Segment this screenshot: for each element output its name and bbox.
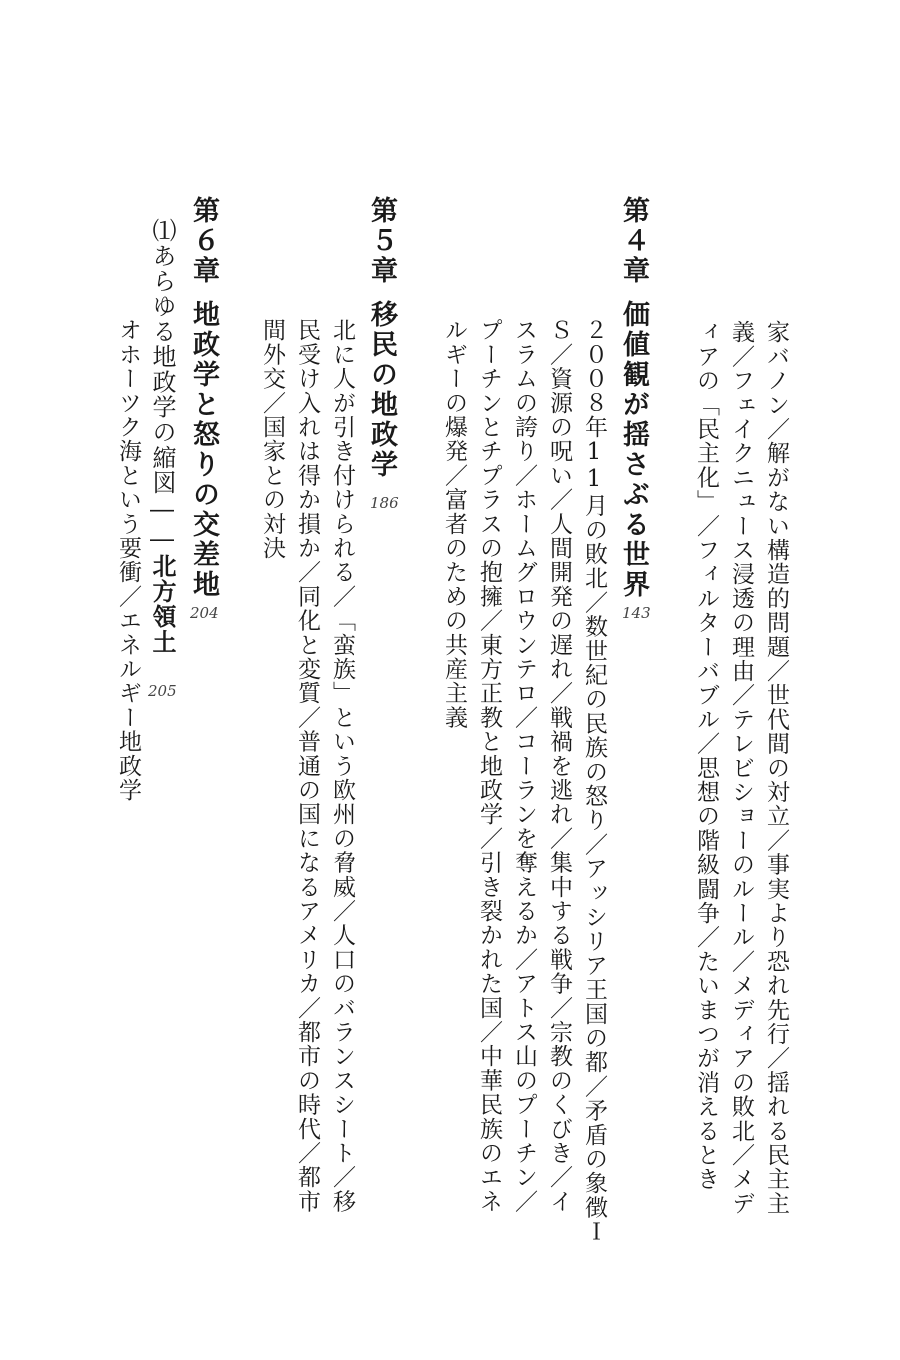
ch4-line-5: ルギーの爆発／富者のための共産主義 <box>441 318 467 730</box>
ch4-line-4: プーチンとチプラスの抱擁／東方正教と地政学／引き裂かれた国／中華民族のエネ <box>476 318 502 1214</box>
chapter-6-subsection-page: 205 <box>148 682 177 700</box>
subsection-dash: ―― <box>148 495 176 554</box>
chapter-6-label: 第６章 <box>188 196 219 286</box>
chapter-5-page: 186 <box>370 494 399 512</box>
ch5-line-1: 北に人が引き付けられる／「蛮族」という欧州の脅威／人口のバランスシート／移 <box>329 318 355 1214</box>
ch4-body-line-3: ィアの「民主化」／フィルターバブル／思想の階級闘争／たいまつが消えるとき <box>693 320 719 1192</box>
ch4-body-line-2: 義／フェイクニュース浸透の理由／テレビショーのルール／メディアの敗北／メデ <box>728 320 754 1216</box>
subsection-prefix: ⑴あらゆる地政学の縮図 <box>148 218 176 496</box>
chapter-6-page: 204 <box>190 604 219 622</box>
ch6-line-1: オホーツク海という要衝／エネルギー地政学 <box>115 318 141 802</box>
ch5-line-3: 間外交／国家との対決 <box>259 318 285 560</box>
ch4-line-2: Ｓ／資源の呪い／人間開発の遅れ／戦禍を逃れ／集中する戦争／宗教のくびき／イ <box>546 318 572 1214</box>
chapter-6-subsection-title <box>150 218 174 654</box>
chapter-4-title: 価値観が揺さぶる世界 <box>618 300 649 600</box>
chapter-6-title: 地政学と怒りの交差地 <box>188 300 219 600</box>
chapter-5-label: 第５章 <box>366 196 397 286</box>
chapter-4-label: 第４章 <box>618 196 649 286</box>
ch4-line-3: スラムの誇り／ホームグロウンテロ／コーランを奪えるか／アトス山のプーチン／ <box>511 318 537 1214</box>
chapter-4-page: 143 <box>622 604 651 622</box>
ch4-body-line-1: 家バノン／解がない構造的問題／世代間の対立／事実より恐れ先行／揺れる民主主 <box>763 320 789 1216</box>
chapter-5-title: 移民の地政学 <box>366 300 397 480</box>
subsection-bold: 北方領土 <box>148 553 176 655</box>
ch5-line-2: 民受け入れは得か損か／同化と変質／普通の国になるアメリカ／都市の時代／都市 <box>294 318 320 1214</box>
ch4-line-1: ２００８年11月の敗北／数世紀の民族の怒り／アッシリア王国の都／矛盾の象徴Ｉ <box>581 318 607 1244</box>
